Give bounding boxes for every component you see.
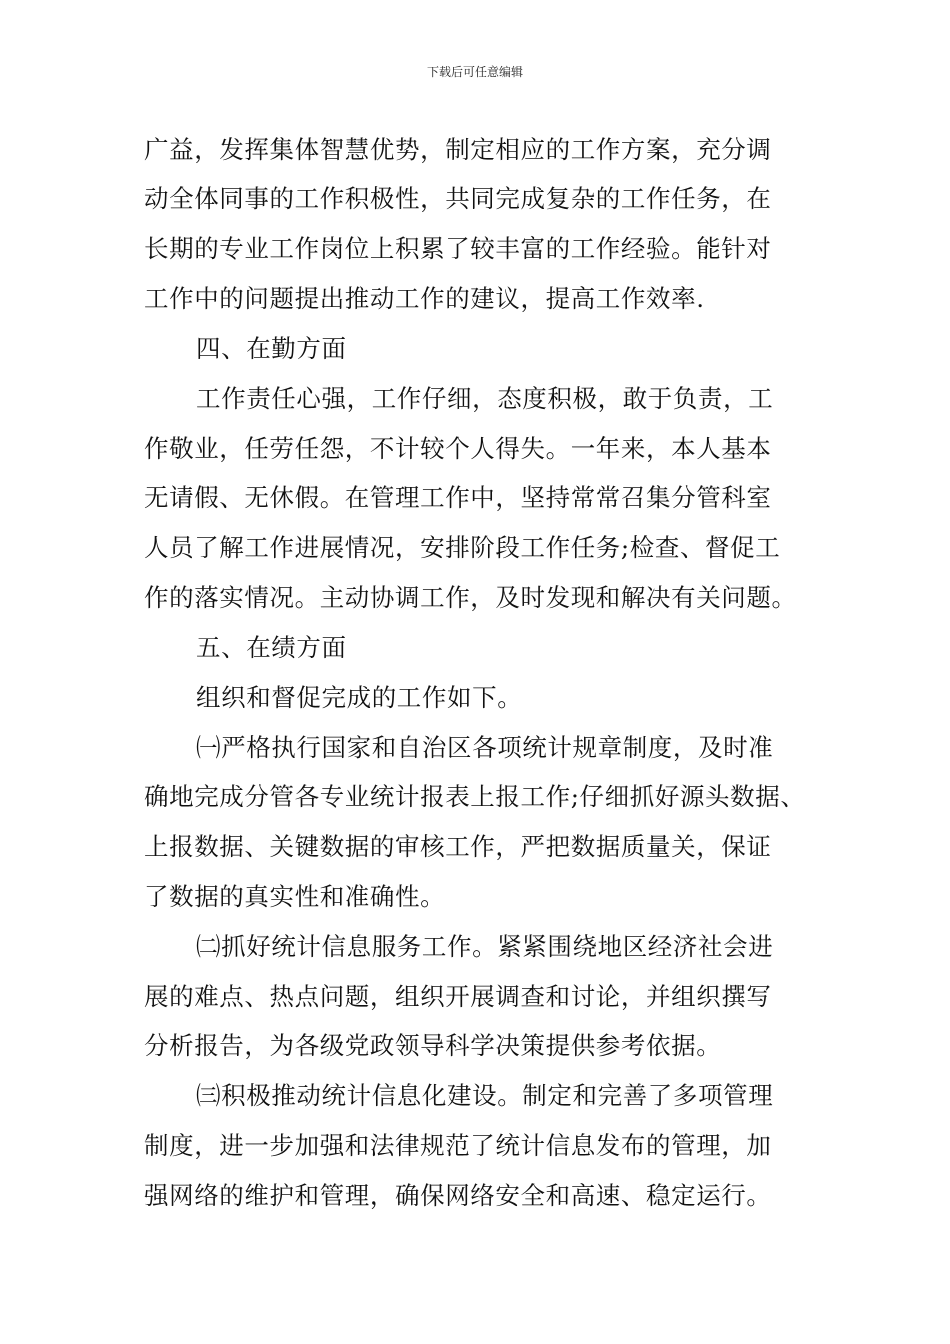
body-line: 广益，发挥集体智慧优势，制定相应的工作方案，充分调 bbox=[144, 135, 772, 164]
body-line: 作敬业，任劳任怨，不计较个人得失。一年来，本人基本 bbox=[144, 434, 772, 463]
body-line: 强网络的维护和管理，确保网络安全和高速、稳定运行。 bbox=[144, 1181, 772, 1210]
section-heading: 五、在绩方面 bbox=[196, 633, 347, 662]
body-line: 长期的专业工作岗位上积累了较丰富的工作经验。能针对 bbox=[144, 234, 772, 263]
section-heading: 四、在勤方面 bbox=[196, 334, 347, 363]
body-line: 展的难点、热点问题，组织开展调查和讨论，并组织撰写 bbox=[144, 982, 772, 1011]
paragraph-first-line: 组织和督促完成的工作如下。 bbox=[196, 683, 523, 712]
body-line: 了数据的真实性和准确性。 bbox=[144, 882, 446, 911]
paragraph-first-line: ㈢积极推动统计信息化建设。制定和完善了多项管理 bbox=[196, 1081, 774, 1110]
body-line: 分析报告，为各级党政领导科学决策提供参考依据。 bbox=[144, 1031, 722, 1060]
body-line: 工作中的问题提出推动工作的建议，提高工作效率. bbox=[144, 284, 705, 313]
paragraph-first-line: 工作责任心强，工作仔细，态度积极，敢于负责，工 bbox=[196, 384, 774, 413]
body-line: 作的落实情况。主动协调工作，及时发现和解决有关问题。 bbox=[144, 583, 797, 612]
paragraph-first-line: ㈠严格执行国家和自治区各项统计规章制度，及时准 bbox=[196, 733, 774, 762]
body-line: 上报数据、关键数据的审核工作，严把数据质量关，保证 bbox=[144, 832, 772, 861]
body-line: 制度，进一步加强和法律规范了统计信息发布的管理，加 bbox=[144, 1131, 772, 1160]
paragraph-first-line: ㈡抓好统计信息服务工作。紧紧围绕地区经济社会进 bbox=[196, 932, 774, 961]
body-line: 确地完成分管各专业统计报表上报工作;仔细抓好源头数据、 bbox=[144, 782, 806, 811]
body-line: 动全体同事的工作积极性，共同完成复杂的工作任务，在 bbox=[144, 184, 772, 213]
body-line: 无请假、无休假。在管理工作中，坚持常常召集分管科室 bbox=[144, 483, 772, 512]
body-line: 人员了解工作进展情况，安排阶段工作任务;检查、督促工 bbox=[144, 533, 781, 562]
page-header: 下载后可任意编辑 bbox=[426, 65, 523, 79]
